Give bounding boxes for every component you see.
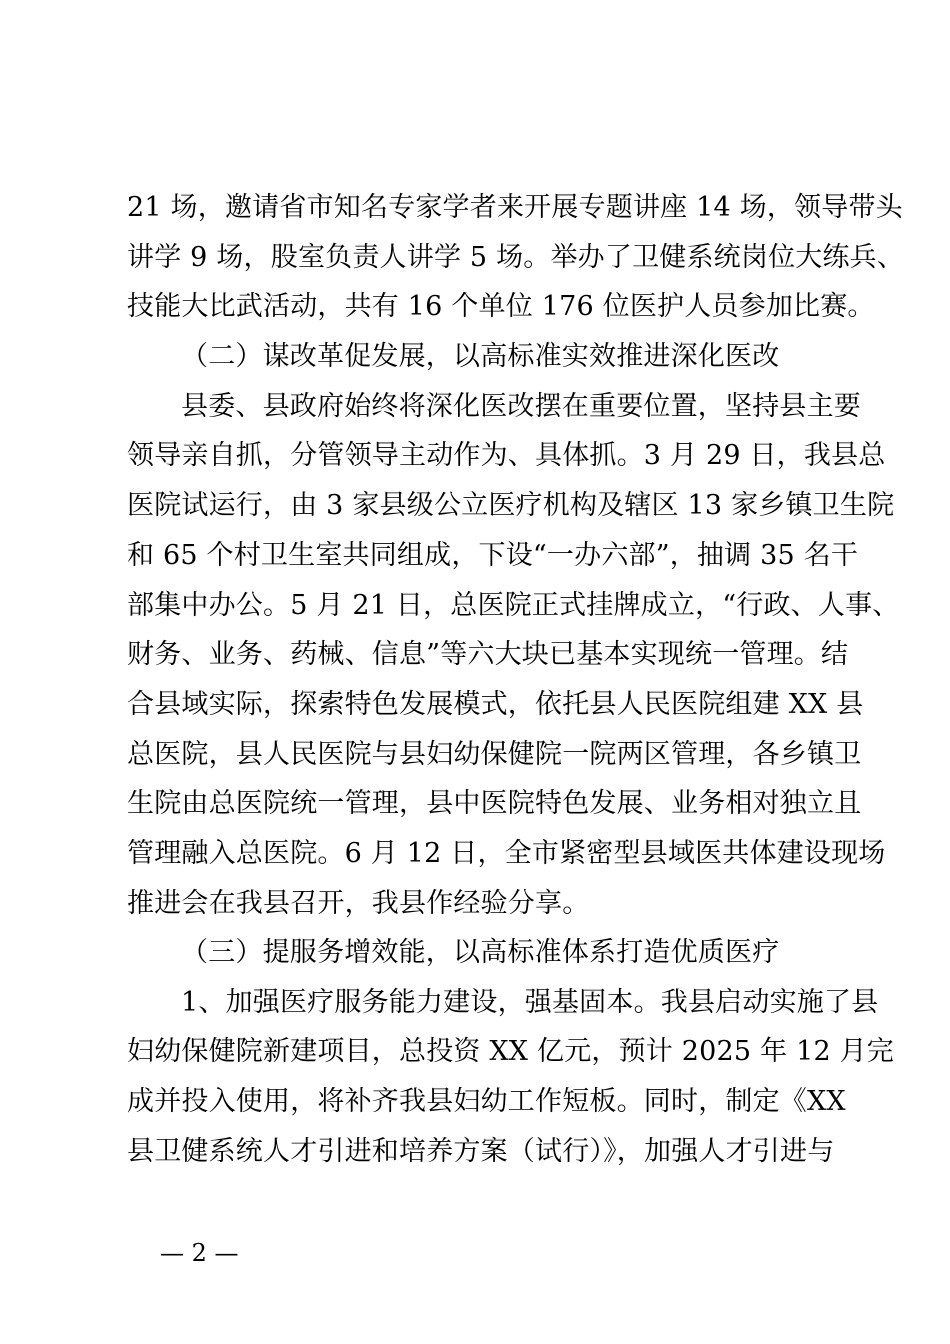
text-line-3: 技能大比武活动，共有 16 个单位 176 位医护人员参加比赛。 [127, 291, 875, 322]
text-line-9: 部集中办公。5 月 21 日，总医院正式挂牌成立，“行政、人事、 [127, 590, 900, 621]
text-line-7: 医院试运行，由 3 家县级公立医疗机构及辖区 13 家乡镇卫生院 [127, 490, 895, 521]
text-line-12: 总医院，县人民医院与县妇幼保健院一院两区管理，各乡镇卫 [127, 739, 862, 770]
text-line-8: 和 65 个村卫生室共同组成，下设“一办六部”，抽调 35 名干 [127, 540, 859, 571]
text-line-18: 妇幼保健院新建项目，总投资 XX 亿元，预计 2025 年 12 月完 [127, 1036, 895, 1067]
text-line-19: 成并投入使用，将补齐我县妇幼工作短板。同时，制定《XX [127, 1086, 846, 1117]
text-line-6: 领导亲自抓，分管领导主动作为、具体抓。3 月 29 日，我县总 [127, 440, 886, 471]
text-line-1: 21 场，邀请省市知名专家学者来开展专题讲座 14 场，领导带头 [127, 192, 903, 223]
text-line-20: 县卫健系统人才引进和培养方案（试行）》，加强人才引进与 [127, 1136, 835, 1167]
text-line-14: 管理融入总医院。6 月 12 日，全市紧密型县域医共体建设现场 [127, 838, 886, 869]
page-number: — 2 — [160, 1239, 239, 1267]
text-line-11: 合县域实际，探索特色发展模式，依托县人民医院组建 XX 县 [127, 689, 864, 720]
text-line-13: 生院由总医院统一管理，县中医院特色发展、业务相对独立且 [127, 788, 862, 819]
section-heading-3: （三）提服务增效能，以高标准体系打造优质医疗 [181, 937, 780, 968]
text-line-2: 讲学 9 场，股室负责人讲学 5 场。举办了卫健系统岗位大练兵、 [127, 242, 905, 273]
text-line-17: 1、加强医疗服务能力建设，强基固本。我县启动实施了县 [181, 987, 879, 1018]
text-line-10: 财务、业务、药械、信息”等六大块已基本实现统一管理。结 [127, 639, 849, 670]
text-line-15: 推进会在我县召开，我县作经验分享。 [127, 888, 590, 919]
text-line-5: 县委、县政府始终将深化医改摆在重要位置，坚持县主要 [181, 391, 861, 422]
section-heading-2: （二）谋改革促发展，以高标准实效推进深化医改 [181, 341, 780, 372]
